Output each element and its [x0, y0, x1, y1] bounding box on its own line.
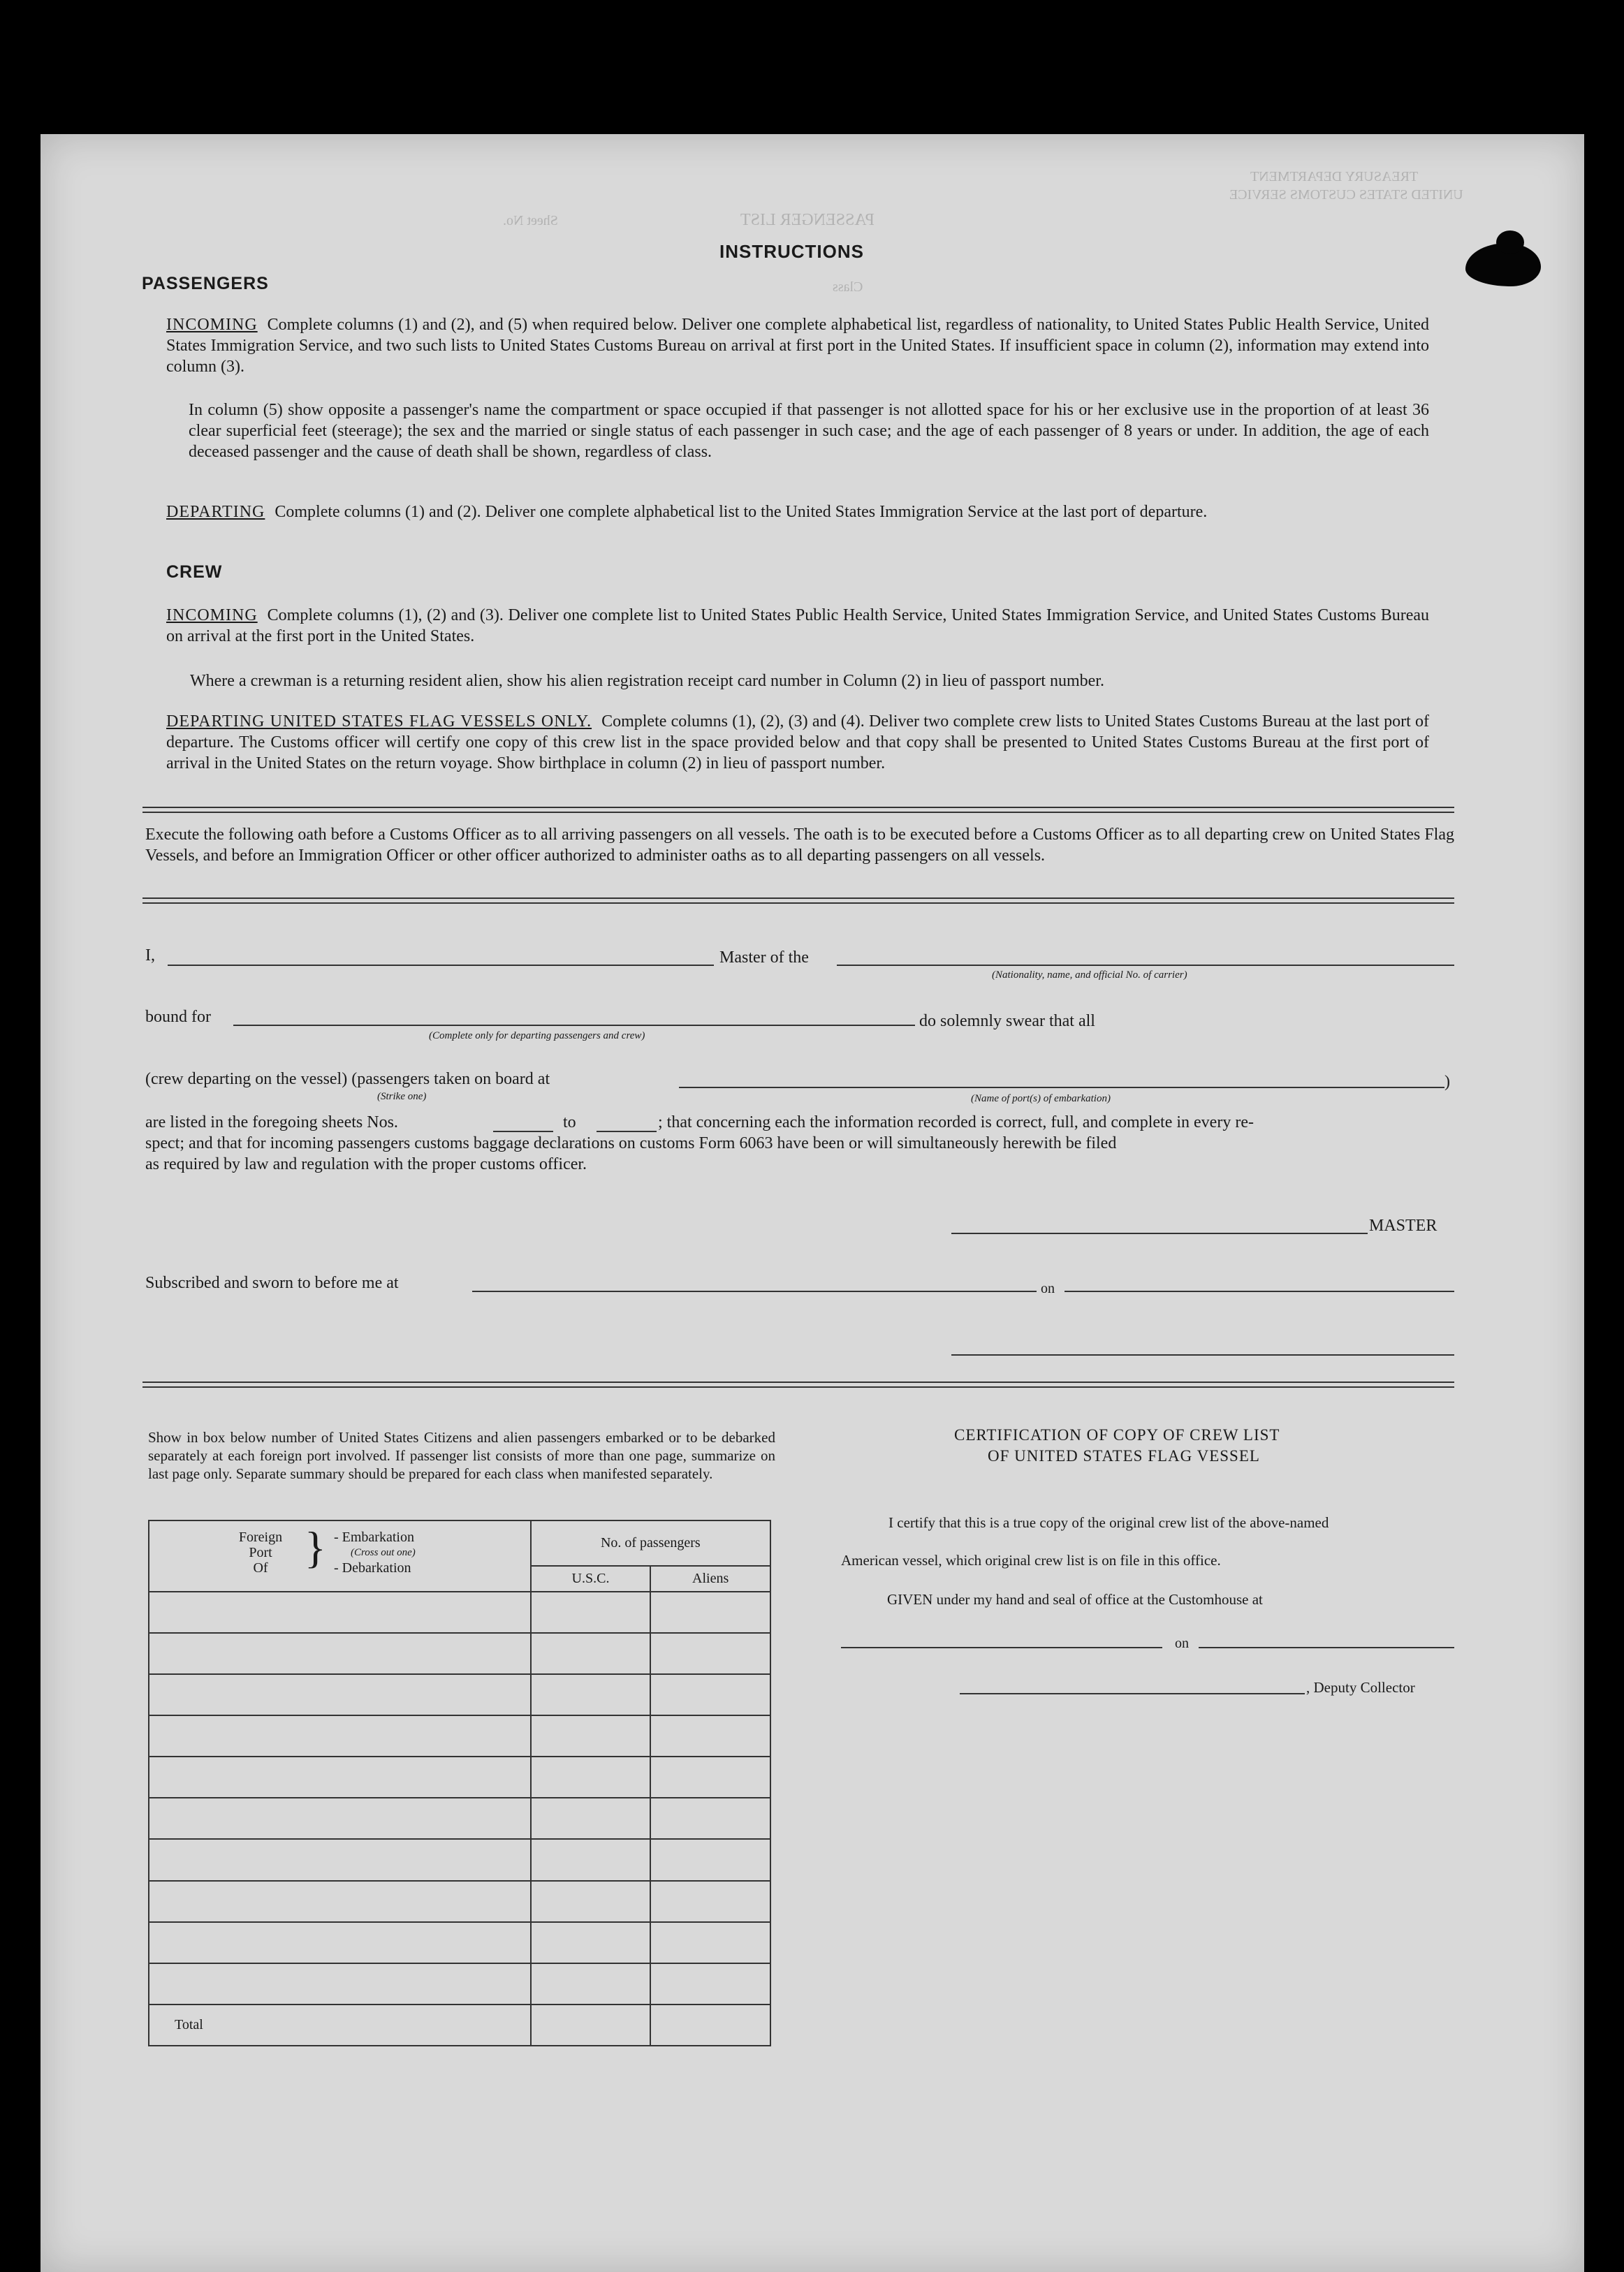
usc-total-cell[interactable]: [531, 2005, 651, 2046]
sheet-from-line: [493, 1131, 553, 1132]
passengers-incoming-text: Complete columns (1) and (2), and (5) when required below. Deliver one complete alphabetical list, regardless of nationality, to United States Public Health Service, United States Immigration Service, and two such lists to United States Customs Bureau on arrival at first port in the United States. If insufficient space in column (2), information may extend into column (3).: [166, 316, 1429, 376]
divider-bottom: [142, 1381, 1454, 1388]
oath-listed-to: to: [563, 1113, 576, 1131]
aliens-cell[interactable]: [650, 1757, 770, 1798]
master-signature-line: [951, 1233, 1368, 1234]
usc-cell[interactable]: [531, 1757, 651, 1798]
brace-symbol: }: [305, 1523, 326, 1572]
bleed-through-list: PASSENGER LIST: [740, 211, 875, 229]
aliens-cell[interactable]: [650, 1592, 770, 1633]
carrier-caption: (Nationality, name, and official No. of carrier): [992, 969, 1187, 981]
oath-master-of: Master of the: [719, 948, 809, 967]
aliens-cell[interactable]: [650, 1633, 770, 1674]
aliens-cell[interactable]: [650, 1963, 770, 2005]
oath-bound-for: bound for: [145, 1008, 211, 1026]
crew-departing-paragraph: [166, 711, 1429, 774]
oath-listed-a: are listed in the foregoing sheets Nos.: [145, 1113, 398, 1131]
deputy-collector-label: , Deputy Collector: [1306, 1679, 1415, 1696]
given-text: GIVEN under my hand and seal of office at the Customhouse at: [887, 1591, 1263, 1608]
foreign-label: Foreign: [238, 1530, 283, 1545]
bound-for-line: [233, 1025, 915, 1026]
table-row[interactable]: [149, 1633, 531, 1674]
divider-oath: [142, 897, 1454, 904]
aliens-cell[interactable]: [650, 1881, 770, 1922]
oath-line2: spect; and that for incoming passengers customs baggage declarations on customs Form 6063 have been or will simultaneously herewith be filed: [145, 1134, 1117, 1152]
certification-title-2: OF UNITED STATES FLAG VESSEL: [988, 1447, 1260, 1465]
embarkation-label: - Embarkation: [334, 1530, 414, 1545]
usc-header: U.S.C.: [531, 1566, 651, 1592]
foreign-port-header: [149, 1520, 531, 1592]
oath-i-label: I,: [145, 946, 155, 965]
bleed-through-sheet: Sheet No.: [503, 213, 558, 228]
aliens-total-cell[interactable]: [650, 2005, 770, 2046]
sworn-on-label: on: [1041, 1281, 1055, 1296]
aliens-cell[interactable]: [650, 1922, 770, 1963]
passenger-summary-table: [148, 1520, 771, 2046]
usc-cell[interactable]: [531, 1922, 651, 1963]
bleed-through-dept: TREASURY DEPARTMENT: [1250, 169, 1419, 184]
passengers-departing-label: DEPARTING: [166, 503, 265, 521]
customhouse-place-line: [841, 1647, 1162, 1648]
aliens-cell[interactable]: [650, 1798, 770, 1839]
usc-cell[interactable]: [531, 1715, 651, 1757]
master-name-line: [168, 965, 714, 966]
certify-line-1: I certify that this is a true copy of the original crew list of the above-named: [888, 1514, 1329, 1531]
no-of-passengers-header: No. of passengers: [531, 1520, 770, 1566]
usc-cell[interactable]: [531, 1839, 651, 1880]
certify-line-2: American vessel, which original crew list is on file in this office.: [841, 1552, 1221, 1569]
passengers-incoming-paragraph: [166, 314, 1429, 377]
officer-signature-line: [951, 1354, 1454, 1356]
sheet-to-line: [597, 1131, 657, 1132]
of-label: Of: [253, 1560, 268, 1576]
table-row[interactable]: [149, 1715, 531, 1757]
oath-intro: Execute the following oath before a Customs Officer as to all arriving passengers on all vessels. The oath is to be executed before a Customs Officer as to all departing crew on United States Flag Vessels, and before an Immigration Officer or other officer authorized to administer oaths as to all departing passengers on all vessels.: [145, 826, 1454, 865]
cross-out-label: (Cross out one): [351, 1547, 416, 1558]
passengers-incoming-label: INCOMING: [166, 316, 258, 334]
passengers-departing-paragraph: [166, 501, 1429, 522]
master-label: MASTER: [1369, 1217, 1438, 1235]
usc-cell[interactable]: [531, 1963, 651, 2005]
crew-departing-label: DEPARTING UNITED STATES FLAG VESSELS ONLY.: [166, 712, 592, 731]
strike-one-caption: (Strike one): [377, 1091, 427, 1102]
oath-swear: do solemnly swear that all: [919, 1012, 1095, 1030]
port-label: Port: [249, 1545, 272, 1560]
certification-on-label: on: [1175, 1636, 1189, 1651]
divider-top: [142, 807, 1454, 813]
usc-cell[interactable]: [531, 1881, 651, 1922]
passengers-heading: PASSENGERS: [142, 274, 269, 293]
table-row[interactable]: [149, 1674, 531, 1715]
debarkation-label: - Debarkation: [334, 1560, 411, 1576]
crew-departing-text: Complete columns (1), (2), (3) and (4). Deliver two complete crew lists to United States Customs Bureau at the last port of departure. The Customs officer will certify one copy of this crew list in the space provided below and that copy shall be presented to United States Customs Bureau at the first port of arrival in the United States on the return voyage. Show birthplace in column (2) in lieu of passport number.: [166, 712, 1429, 772]
table-row[interactable]: [149, 1963, 531, 2005]
aliens-header: Aliens: [650, 1566, 770, 1592]
total-label: Total: [175, 2016, 203, 2032]
table-row[interactable]: [149, 1839, 531, 1880]
certification-date-line: [1199, 1647, 1454, 1648]
table-row[interactable]: [149, 1757, 531, 1798]
table-row[interactable]: [149, 1592, 531, 1633]
certification-title-1: CERTIFICATION OF COPY OF CREW LIST: [954, 1426, 1280, 1444]
total-row: [149, 2005, 531, 2046]
bleed-through-service: UNITED STATES CUSTOMS SERVICE: [1229, 187, 1463, 203]
crew-incoming-label: INCOMING: [166, 606, 258, 624]
crew-alien-text: Where a crewman is a returning resident alien, show his alien registration receipt card number in Column (2) in lieu of passport number.: [190, 672, 1104, 690]
table-row[interactable]: [149, 1798, 531, 1839]
usc-cell[interactable]: [531, 1633, 651, 1674]
crew-incoming-text: Complete columns (1), (2) and (3). Deliver one complete list to United States Public Health Service, United States Immigration Service, and United States Customs Bureau on arrival at the first port in the United States.: [166, 606, 1429, 645]
table-row[interactable]: [149, 1922, 531, 1963]
aliens-cell[interactable]: [650, 1839, 770, 1880]
page-title: INSTRUCTIONS: [719, 241, 864, 262]
passengers-departing-text: Complete columns (1) and (2). Deliver one complete alphabetical list to the United States Immigration Service at the last port of departure.: [275, 503, 1208, 521]
table-row[interactable]: [149, 1881, 531, 1922]
passengers-column5-text: In column (5) show opposite a passenger's name the compartment or space occupied if that passenger is not allotted space for his or her exclusive use in the proportion of at least 36 clear superficial feet (steerage); the sex and the married or single status of each passenger in such case; and the age of each passenger of 8 years or under. In addition, the age of each deceased passenger and the cause of death shall be shown, regardless of class.: [189, 401, 1429, 461]
usc-cell[interactable]: [531, 1592, 651, 1633]
bound-caption: (Complete only for departing passengers and crew): [429, 1030, 645, 1041]
oath-listed-b: ; that concerning each the information recorded is correct, full, and complete in every re-: [658, 1113, 1254, 1131]
sworn-date-line: [1065, 1291, 1454, 1292]
oath-crew-departing: (crew departing on the vessel) (passengers taken on board at: [145, 1070, 550, 1088]
aliens-cell[interactable]: [650, 1674, 770, 1715]
summary-note: Show in box below number of United States Citizens and alien passengers embarked or to be debarked separately at each foreign port involved. If passenger list consists of more than one page, summarize on last page only. Separate summary should be prepared for each class when manifested separately.: [148, 1429, 775, 1482]
usc-cell[interactable]: [531, 1798, 651, 1839]
crew-heading: CREW: [166, 562, 223, 582]
subscribed-label: Subscribed and sworn to before me at: [145, 1274, 399, 1292]
embarkation-line: [679, 1087, 1444, 1088]
crew-incoming-paragraph: [166, 605, 1429, 647]
oath-close-paren: ): [1444, 1073, 1450, 1091]
carrier-line: [837, 965, 1454, 966]
aliens-cell[interactable]: [650, 1715, 770, 1757]
oath-line3: as required by law and regulation with the proper customs officer.: [145, 1155, 587, 1173]
bleed-through-class: Class: [833, 279, 863, 295]
sworn-place-line: [472, 1291, 1037, 1292]
usc-cell[interactable]: [531, 1674, 651, 1715]
deputy-signature-line: [960, 1693, 1305, 1694]
embarkation-caption: (Name of port(s) of embarkation): [971, 1093, 1111, 1104]
